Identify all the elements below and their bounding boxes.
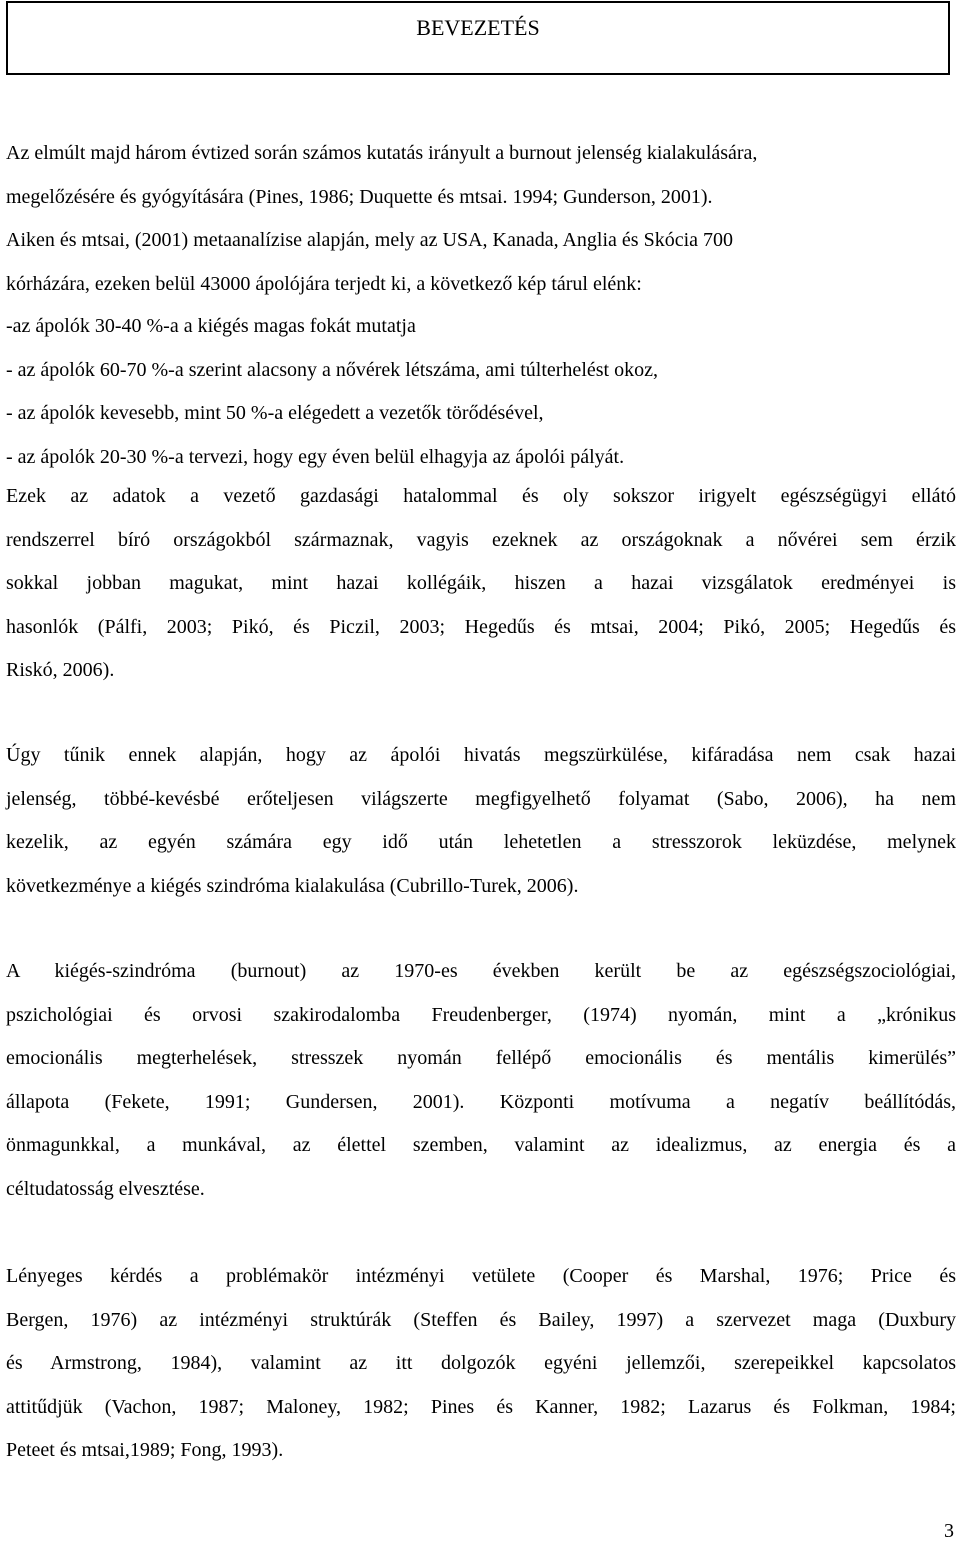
- text-line: Aiken és mtsai, (2001) metaanalízise alapján, mely az USA, Kanada, Anglia és Skócia 700: [6, 229, 734, 251]
- text-line: állapota (Fekete, 1991; Gundersen, 2001). Központi motívuma a negatív beállítódás,: [6, 1090, 956, 1113]
- text-line: Riskó, 2006).: [6, 659, 115, 681]
- text-line: kórházára, ezeken belül 43000 ápolójára terjedt ki, a következő kép tárul elénk:: [6, 272, 642, 295]
- text-line: emocionális megterhelések, stresszek nyomán fellépő emocionális és mentális kimerülés”: [6, 1047, 956, 1069]
- text-line: Úgy tűnik ennek alapján, hogy az ápolói hivatás megszürkülése, kifáradása nem csak hazai: [6, 744, 956, 766]
- bullet-list: [6, 305, 956, 479]
- list-item: - az ápolók 20-30 %-a tervezi, hogy egy éven belül elhagyja az ápolói pályát.: [6, 445, 625, 468]
- text-line: megelőzésére és gyógyítására (Pines, 1986; Duquette és mtsai. 1994; Gunderson, 2001).: [6, 185, 713, 208]
- list-item: - az ápolók kevesebb, mint 50 %-a elégedett a vezetők törődésével,: [6, 402, 544, 424]
- text-line: hasonlók (Pálfi, 2003; Pikó, és Piczil, 2003; Hegedűs és mtsai, 2004; Pikó, 2005; Hegedűs és: [6, 615, 956, 638]
- text-line: attitűdjük (Vachon, 1987; Maloney, 1982; Pines és Kanner, 1982; Lazarus és Folkman, 1984;: [6, 1395, 956, 1418]
- text-line: Bergen, 1976) az intézményi struktúrák (Steffen és Bailey, 1997) a szervezet maga (Duxbury: [6, 1308, 956, 1331]
- intro-paragraph: [6, 132, 956, 306]
- paragraph-1: [6, 475, 956, 693]
- list-item: - az ápolók 60-70 %-a szerint alacsony a nővérek létszáma, ami túlterhelést okoz,: [6, 358, 658, 381]
- list-item: -az ápolók 30-40 %-a a kiégés magas fokát mutatja: [6, 315, 416, 337]
- text-line: pszichológiai és orvosi szakirodalomba Freudenberger, (1974) nyomán, mint a „krónikus: [6, 1003, 956, 1026]
- page-title: BEVEZETÉS: [416, 15, 540, 40]
- title-box: [6, 1, 950, 75]
- text-line: következménye a kiégés szindróma kialakulása (Cubrillo-Turek, 2006).: [6, 874, 579, 897]
- text-line: céltudatosság elvesztése.: [6, 1177, 205, 1200]
- paragraph-3: [6, 950, 956, 1211]
- text-line: és Armstrong, 1984), valamint az itt dolgozók egyéni jellemzői, szerepeikkel kapcsolatos: [6, 1352, 956, 1374]
- paragraph-4: [6, 1255, 956, 1473]
- paragraph-2: [6, 734, 956, 908]
- text-line: rendszerrel bíró országokból származnak, vagyis ezeknek az országoknak a nővérei sem érzik: [6, 528, 956, 551]
- text-line: Lényeges kérdés a problémakör intézményi vetülete (Cooper és Marshal, 1976; Price és: [6, 1265, 956, 1287]
- text-line: önmagunkkal, a munkával, az élettel szemben, valamint az idealizmus, az energia és a: [6, 1134, 956, 1156]
- text-line: Ezek az adatok a vezető gazdasági hatalommal és oly sokszor irigyelt egészségügyi ellátó: [6, 485, 956, 507]
- text-line: jelenség, többé-kevésbé erőteljesen világszerte megfigyelhető folyamat (Sabo, 2006), ha nem: [6, 787, 956, 810]
- text-line: kezelik, az egyén számára egy idő után lehetetlen a stresszorok leküzdése, melynek: [6, 831, 956, 853]
- text-line: sokkal jobban magukat, mint hazai kollégáik, hiszen a hazai vizsgálatok eredményei is: [6, 572, 956, 594]
- text-line: Az elmúlt majd három évtized során számos kutatás irányult a burnout jelenség kialakulására,: [6, 142, 758, 164]
- text-line: Peteet és mtsai,1989; Fong, 1993).: [6, 1439, 284, 1461]
- text-line: A kiégés-szindróma (burnout) az 1970-es években került be az egészségszociológiai,: [6, 960, 956, 982]
- page-number: 3: [944, 1520, 954, 1542]
